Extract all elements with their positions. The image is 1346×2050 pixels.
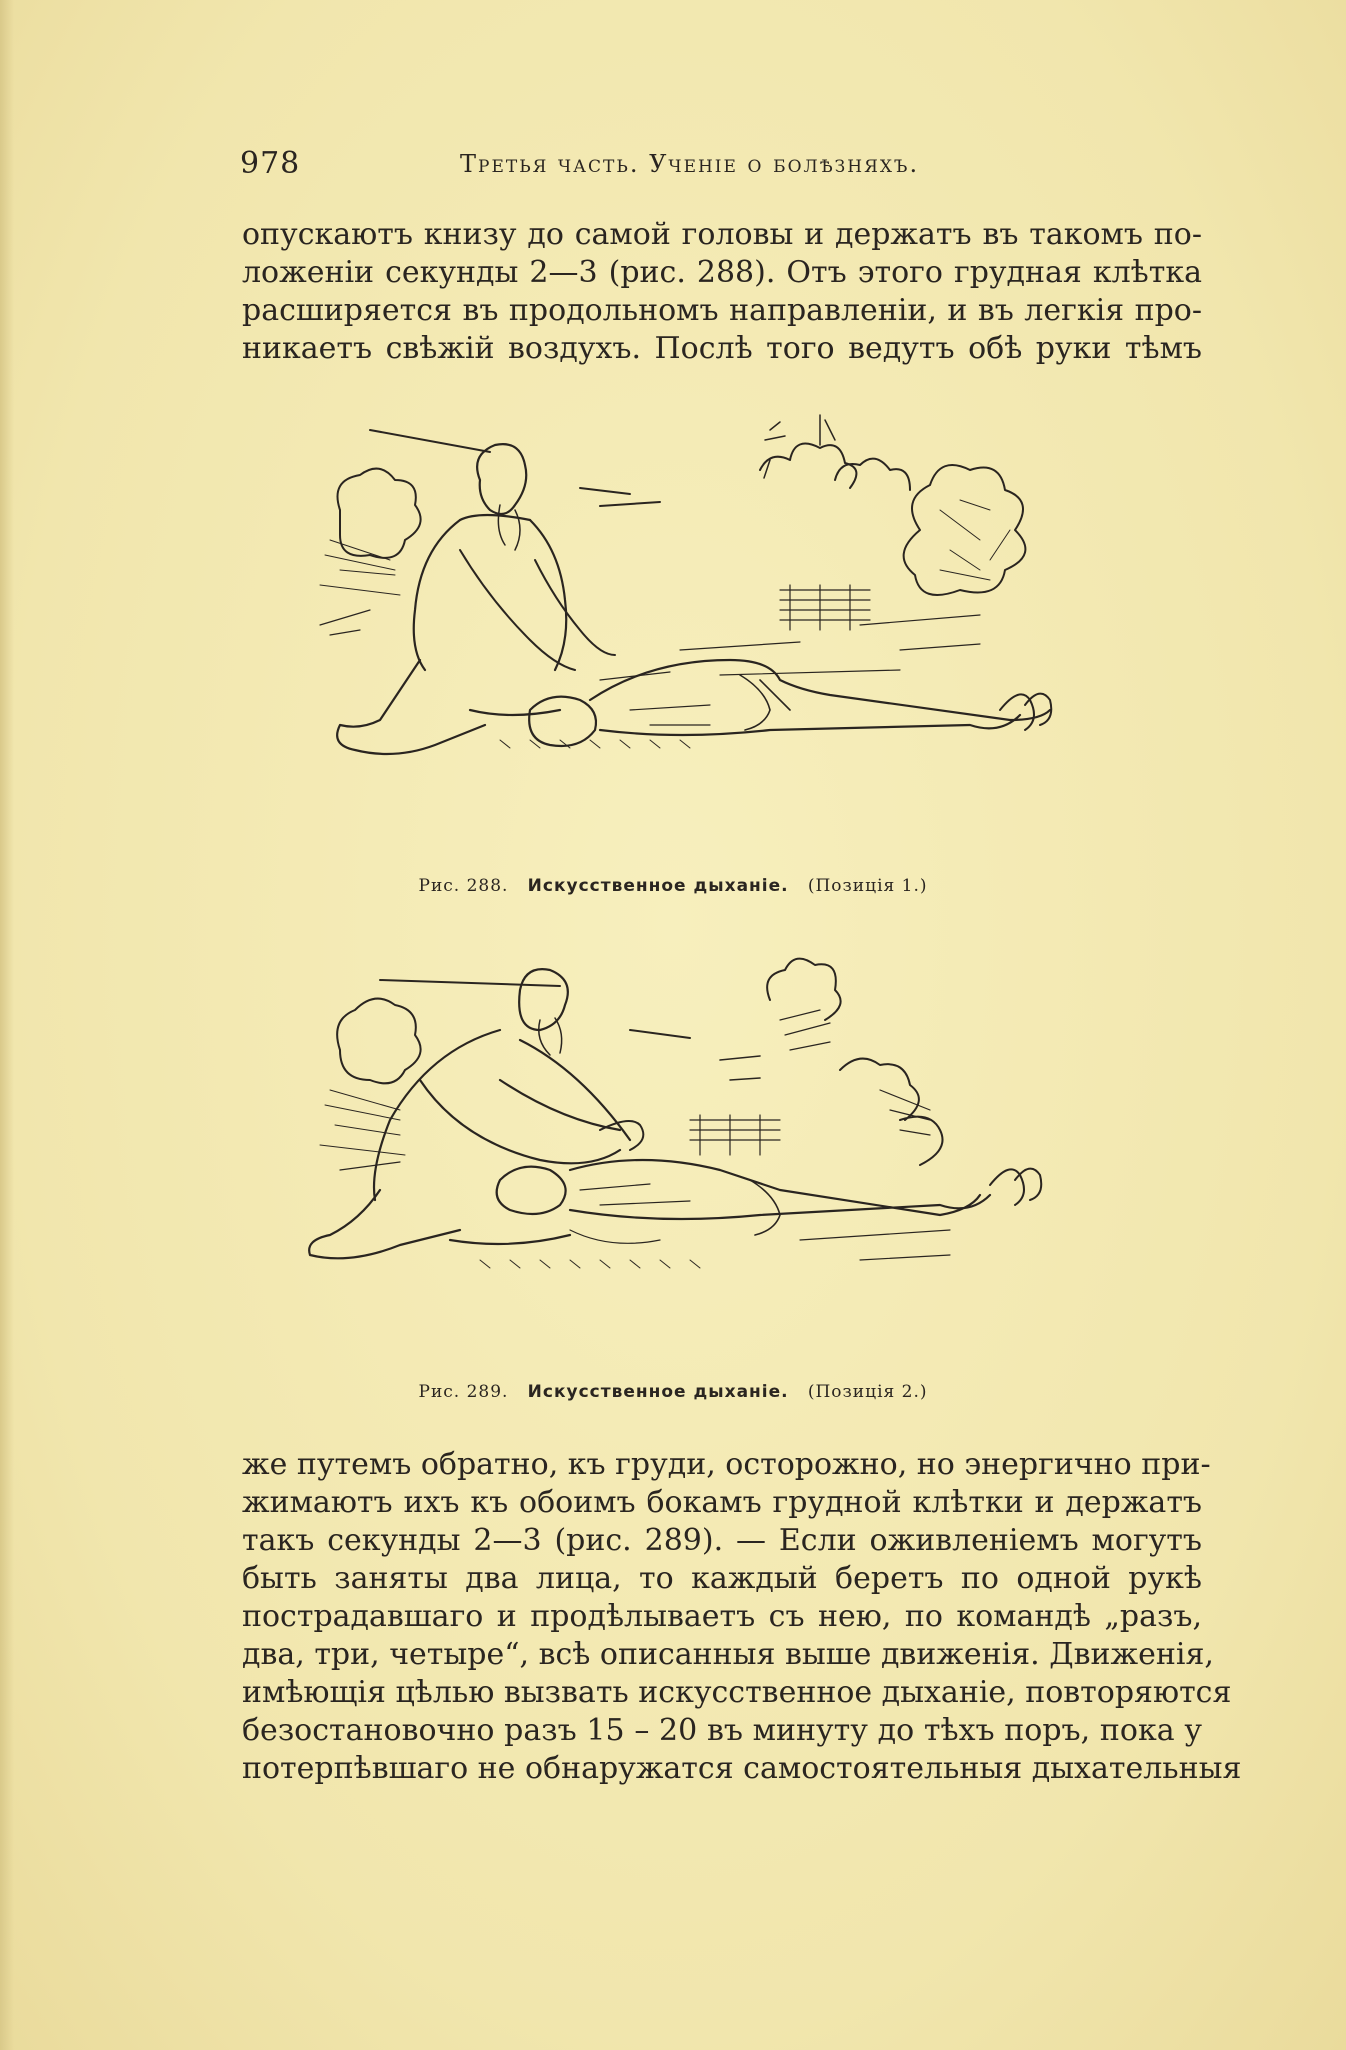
text-line: жимаютъ ихъ къ обоимъ бокамъ грудной клѣтки и держатъ [242, 1485, 1202, 1520]
figure-288-drawing [300, 410, 1160, 850]
text-line: никаетъ свѣжій воздухъ. Послѣ того ведутъ обѣ руки тѣмъ [242, 331, 1202, 366]
text-line: имѣющія цѣлью вызвать искусственное дыханіе, повторяются [242, 1675, 1232, 1710]
figure-289-drawing [300, 940, 1160, 1360]
text-line: такъ секунды 2—3 (рис. 289). — Если оживленіемъ могутъ [242, 1523, 1202, 1558]
text-line: же путемъ обратно, къ груди, осторожно, но энергично при- [242, 1447, 1211, 1482]
running-head [240, 146, 1090, 186]
paragraph-bottom [242, 1446, 1242, 1788]
figure-288-caption [0, 876, 1346, 896]
figure-289-title: Искусственное дыханіе. [527, 1382, 789, 1402]
figure-289-illustration [300, 940, 1160, 1360]
figure-288-title: Искусственное дыханіе. [527, 876, 789, 896]
figure-289-label: Рис. 289. [418, 1382, 509, 1402]
text-line: безостановочно разъ 15 – 20 въ минуту до тѣхъ поръ, пока у [242, 1713, 1202, 1748]
figure-289-caption [0, 1382, 1346, 1402]
figure-288-note: (Позиція 1.) [807, 876, 928, 896]
paragraph-top [242, 216, 1202, 368]
figure-288-label: Рис. 288. [418, 876, 509, 896]
page-number: 978 [240, 146, 301, 181]
text-line: расширяется въ продольномъ направленіи, и въ легкія про- [242, 293, 1202, 328]
text-line: опускаютъ книзу до самой головы и держатъ въ такомъ по- [242, 217, 1202, 252]
text-line: ложеніи секунды 2—3 (рис. 288). Отъ этого грудная клѣтка [242, 255, 1202, 290]
text-line: пострадавшаго и продѣлываетъ съ нею, по командѣ „разъ, [242, 1599, 1202, 1634]
figure-289-note: (Позиція 2.) [807, 1382, 928, 1402]
running-head-title: Третья часть. Ученіе о болѣзняхъ. [460, 150, 920, 178]
text-line: быть заняты два лица, то каждый беретъ по одной рукѣ [242, 1561, 1202, 1596]
figure-288-illustration [300, 410, 1160, 850]
text-line: потерпѣвшаго не обнаружатся самостоятельныя дыхательныя [242, 1751, 1242, 1786]
page-edge [0, 0, 14, 2050]
text-line: два, три, четыре“, всѣ описанныя выше движенія. Движенія, [242, 1637, 1214, 1672]
